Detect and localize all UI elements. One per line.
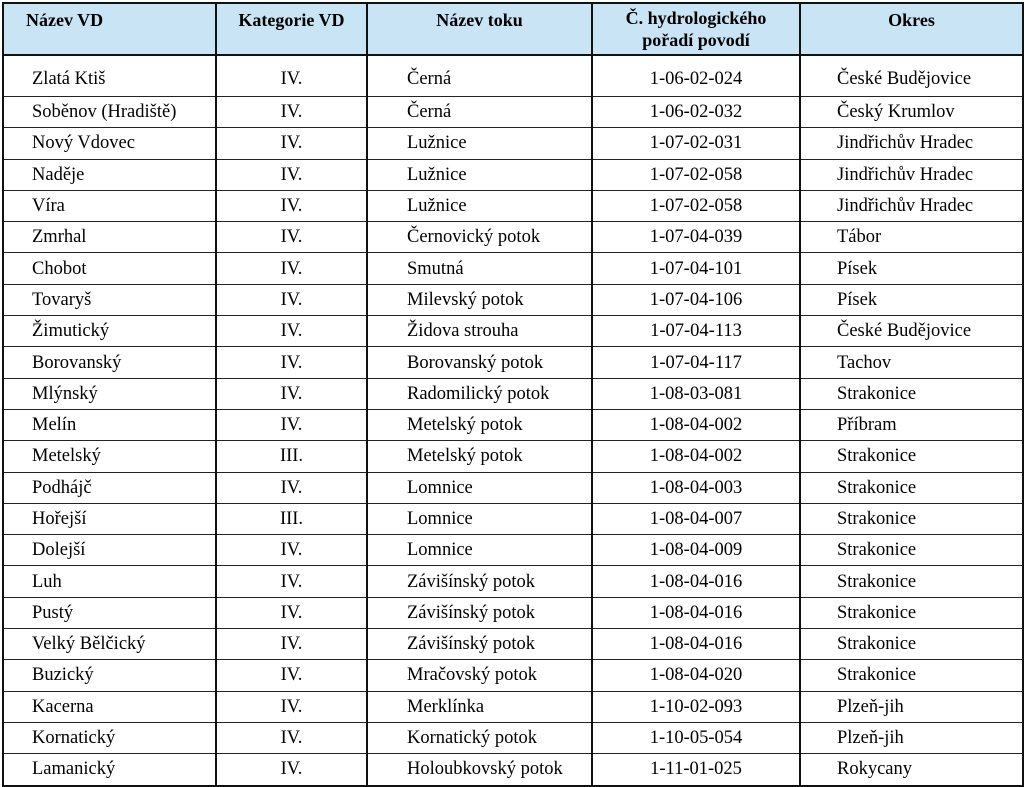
table-row: [3, 128, 1023, 159]
cell-hydro-order: 1-07-02-058: [592, 190, 800, 221]
hydro-header-line1: Č. hydrologického: [625, 8, 767, 28]
cell-category: IV.: [216, 97, 367, 128]
cell-category: IV.: [216, 754, 367, 786]
table-row: [3, 722, 1023, 753]
cell-category: IV.: [216, 378, 367, 409]
cell-hydro-order: 1-07-02-031: [592, 128, 800, 159]
table-row: [3, 503, 1023, 534]
cell-name: Zlatá Ktiš: [3, 55, 216, 97]
cell-district: Strakonice: [800, 503, 1023, 534]
cell-category: III.: [216, 503, 367, 534]
table-row: [3, 566, 1023, 597]
cell-name: Mlýnský: [3, 378, 216, 409]
cell-name: Kornatický: [3, 722, 216, 753]
cell-hydro-order: 1-08-04-016: [592, 597, 800, 628]
cell-category: IV.: [216, 316, 367, 347]
cell-district: Strakonice: [800, 566, 1023, 597]
cell-name: Hořejší: [3, 503, 216, 534]
cell-hydro-order: 1-10-02-093: [592, 691, 800, 722]
cell-category: IV.: [216, 347, 367, 378]
cell-category: IV.: [216, 472, 367, 503]
cell-hydro-order: 1-08-04-003: [592, 472, 800, 503]
cell-stream: Lomnice: [367, 503, 592, 534]
cell-name: Tovaryš: [3, 284, 216, 315]
cell-hydro-order: 1-07-04-106: [592, 284, 800, 315]
table-row: [3, 97, 1023, 128]
cell-stream: Metelský potok: [367, 409, 592, 440]
cell-name: Nový Vdovec: [3, 128, 216, 159]
cell-district: Strakonice: [800, 441, 1023, 472]
cell-name: Lamanický: [3, 754, 216, 786]
cell-stream: Metelský potok: [367, 441, 592, 472]
cell-category: IV.: [216, 629, 367, 660]
cell-name: Zmrhal: [3, 222, 216, 253]
cell-category: IV.: [216, 222, 367, 253]
hydro-header-line2: pořadí povodí: [642, 30, 750, 50]
table-row: [3, 284, 1023, 315]
table-row: [3, 159, 1023, 190]
cell-category: IV.: [216, 190, 367, 221]
column-header-category: Kategorie VD: [216, 3, 367, 55]
cell-name: Buzický: [3, 660, 216, 691]
cell-stream: Černovický potok: [367, 222, 592, 253]
cell-stream: Černá: [367, 97, 592, 128]
cell-category: IV.: [216, 409, 367, 440]
cell-hydro-order: 1-07-04-117: [592, 347, 800, 378]
cell-district: Plzeň-jih: [800, 691, 1023, 722]
reservoir-table: [2, 2, 1024, 787]
cell-district: Český Krumlov: [800, 97, 1023, 128]
table-header-row: [3, 3, 1023, 55]
cell-stream: Lomnice: [367, 535, 592, 566]
cell-category: IV.: [216, 55, 367, 97]
cell-name: Víra: [3, 190, 216, 221]
table-row: [3, 472, 1023, 503]
cell-hydro-order: 1-08-04-016: [592, 629, 800, 660]
table-row: [3, 316, 1023, 347]
cell-name: Podhájč: [3, 472, 216, 503]
column-header-district: Okres: [800, 3, 1023, 55]
cell-hydro-order: 1-07-04-113: [592, 316, 800, 347]
cell-hydro-order: 1-08-04-007: [592, 503, 800, 534]
table-row: [3, 347, 1023, 378]
cell-stream: Mračovský potok: [367, 660, 592, 691]
cell-category: IV.: [216, 691, 367, 722]
cell-hydro-order: 1-07-02-058: [592, 159, 800, 190]
cell-category: IV.: [216, 535, 367, 566]
table-row: [3, 660, 1023, 691]
cell-stream: Závišínský potok: [367, 597, 592, 628]
cell-hydro-order: 1-11-01-025: [592, 754, 800, 786]
cell-hydro-order: 1-08-04-002: [592, 409, 800, 440]
cell-stream: Radomilický potok: [367, 378, 592, 409]
column-header-name: Název VD: [3, 3, 216, 55]
table-row: [3, 691, 1023, 722]
cell-stream: Lužnice: [367, 159, 592, 190]
cell-category: IV.: [216, 566, 367, 597]
cell-district: České Budějovice: [800, 316, 1023, 347]
cell-district: Tachov: [800, 347, 1023, 378]
cell-hydro-order: 1-08-04-002: [592, 441, 800, 472]
cell-stream: Lomnice: [367, 472, 592, 503]
cell-hydro-order: 1-08-03-081: [592, 378, 800, 409]
cell-stream: Milevský potok: [367, 284, 592, 315]
cell-stream: Smutná: [367, 253, 592, 284]
cell-category: III.: [216, 441, 367, 472]
cell-hydro-order: 1-08-04-016: [592, 566, 800, 597]
cell-name: Metelský: [3, 441, 216, 472]
cell-name: Kacerna: [3, 691, 216, 722]
cell-category: IV.: [216, 159, 367, 190]
table-row: [3, 754, 1023, 786]
table-row: [3, 597, 1023, 628]
cell-stream: Lužnice: [367, 128, 592, 159]
cell-stream: Černá: [367, 55, 592, 97]
cell-name: Dolejší: [3, 535, 216, 566]
cell-name: Soběnov (Hradiště): [3, 97, 216, 128]
cell-hydro-order: 1-10-05-054: [592, 722, 800, 753]
cell-hydro-order: 1-06-02-032: [592, 97, 800, 128]
cell-name: Žimutický: [3, 316, 216, 347]
cell-district: Písek: [800, 284, 1023, 315]
cell-district: Strakonice: [800, 535, 1023, 566]
cell-district: Písek: [800, 253, 1023, 284]
cell-district: Strakonice: [800, 378, 1023, 409]
cell-stream: Kornatický potok: [367, 722, 592, 753]
column-header-hydro-order: [592, 3, 800, 55]
cell-name: Borovanský: [3, 347, 216, 378]
cell-stream: Lužnice: [367, 190, 592, 221]
table-row: [3, 222, 1023, 253]
cell-category: IV.: [216, 128, 367, 159]
table-row: [3, 441, 1023, 472]
cell-stream: Židova strouha: [367, 316, 592, 347]
cell-name: Naděje: [3, 159, 216, 190]
cell-district: Strakonice: [800, 660, 1023, 691]
cell-hydro-order: 1-06-02-024: [592, 55, 800, 97]
table-row: [3, 535, 1023, 566]
table-row: [3, 190, 1023, 221]
cell-district: Jindřichův Hradec: [800, 190, 1023, 221]
cell-district: Tábor: [800, 222, 1023, 253]
cell-stream: Závišínský potok: [367, 629, 592, 660]
cell-category: IV.: [216, 253, 367, 284]
table-row: [3, 253, 1023, 284]
cell-category: IV.: [216, 722, 367, 753]
table-row: [3, 378, 1023, 409]
table-row: [3, 409, 1023, 440]
cell-hydro-order: 1-08-04-009: [592, 535, 800, 566]
cell-district: Rokycany: [800, 754, 1023, 786]
cell-stream: Borovanský potok: [367, 347, 592, 378]
cell-district: Strakonice: [800, 597, 1023, 628]
cell-category: IV.: [216, 660, 367, 691]
table-body: [3, 55, 1023, 786]
cell-district: Jindřichův Hradec: [800, 159, 1023, 190]
cell-name: Pustý: [3, 597, 216, 628]
cell-district: České Budějovice: [800, 55, 1023, 97]
cell-name: Velký Bělčický: [3, 629, 216, 660]
cell-name: Melín: [3, 409, 216, 440]
cell-hydro-order: 1-08-04-020: [592, 660, 800, 691]
cell-district: Jindřichův Hradec: [800, 128, 1023, 159]
cell-hydro-order: 1-07-04-101: [592, 253, 800, 284]
cell-name: Chobot: [3, 253, 216, 284]
cell-district: Strakonice: [800, 472, 1023, 503]
cell-district: Příbram: [800, 409, 1023, 440]
column-header-stream: Název toku: [367, 3, 592, 55]
cell-category: IV.: [216, 597, 367, 628]
cell-district: Plzeň-jih: [800, 722, 1023, 753]
cell-stream: Merklínka: [367, 691, 592, 722]
cell-name: Luh: [3, 566, 216, 597]
cell-hydro-order: 1-07-04-039: [592, 222, 800, 253]
cell-category: IV.: [216, 284, 367, 315]
cell-stream: Holoubkovský potok: [367, 754, 592, 786]
cell-stream: Závišínský potok: [367, 566, 592, 597]
table-row: [3, 629, 1023, 660]
cell-district: Strakonice: [800, 629, 1023, 660]
table-row: [3, 55, 1023, 97]
